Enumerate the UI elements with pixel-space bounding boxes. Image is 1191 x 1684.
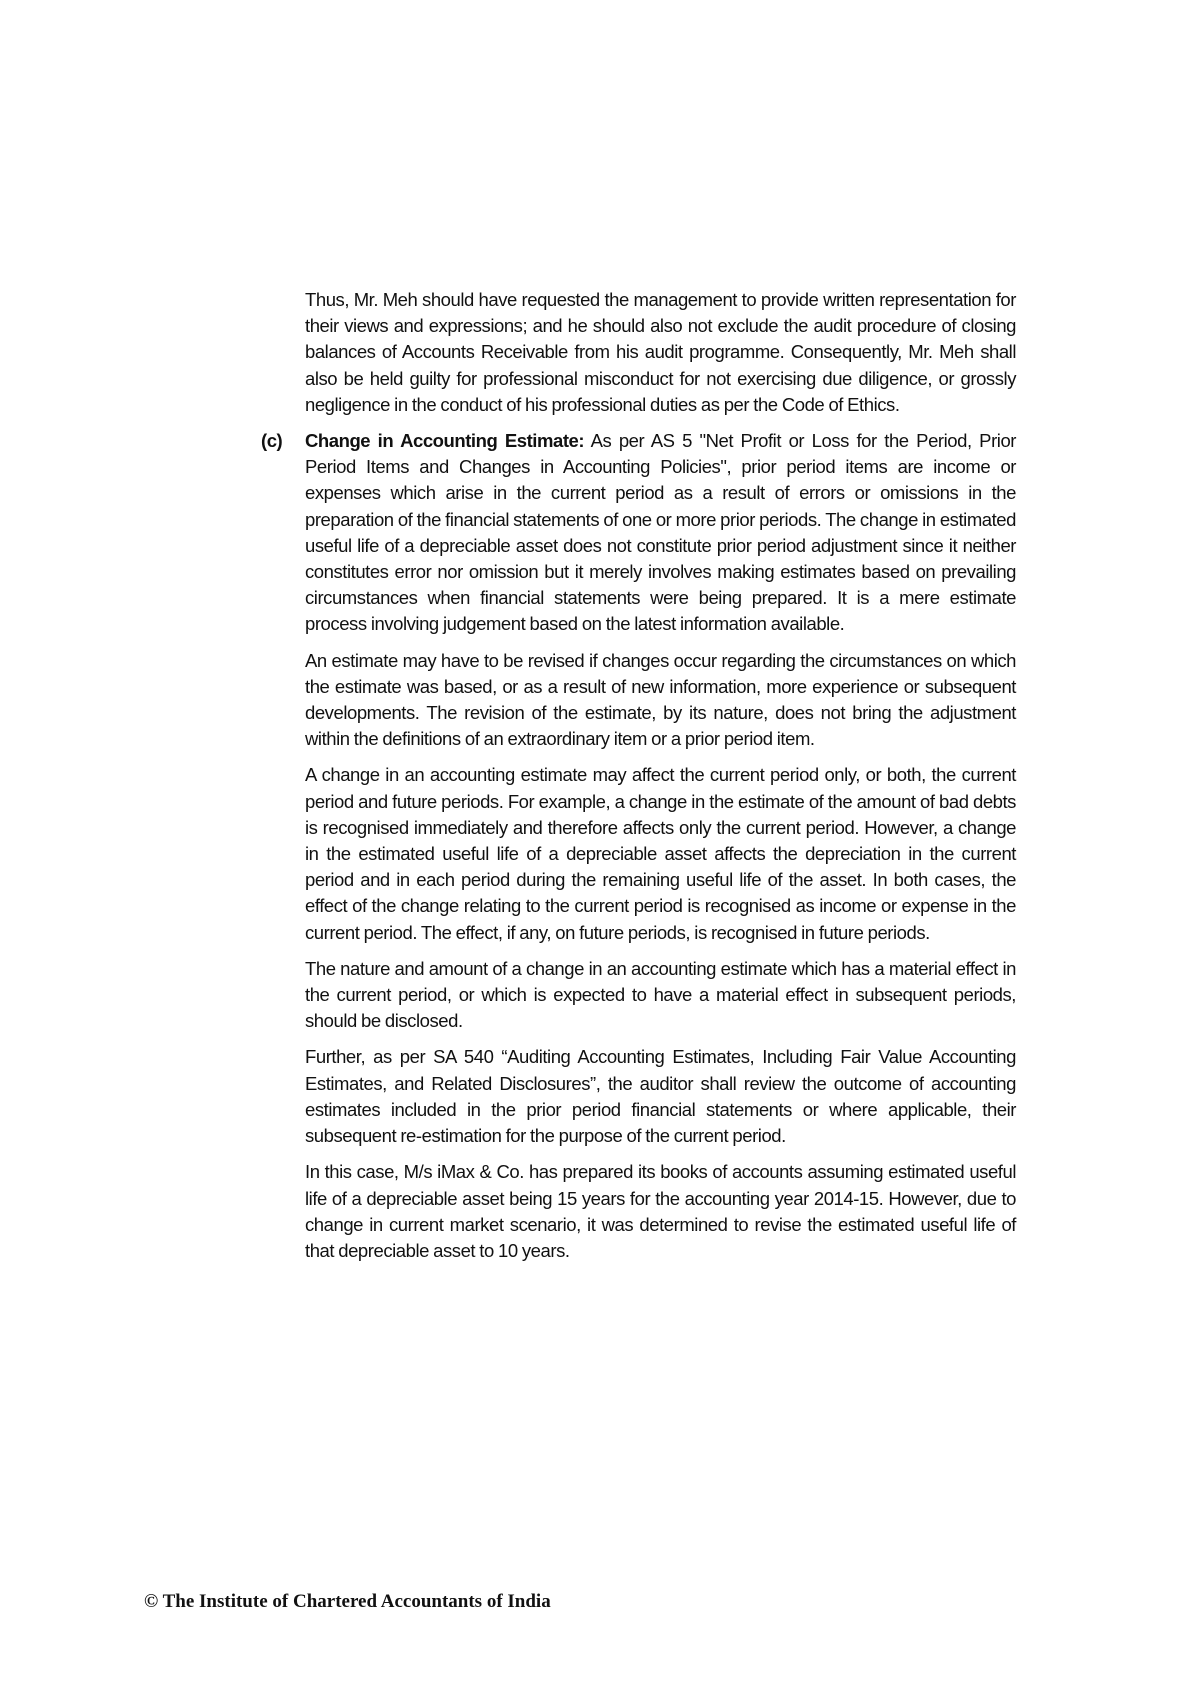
section-c-paragraph: In this case, M/s iMax & Co. has prepared its books of accounts assuming estimated useful life of a depreciable asset being 15 years for the accounting year 2014-15. However, due to change in current market scenario, it was determined to revise the estimated useful life of that depreciable asset to 10 years. [305,1161,1016,1261]
section-c-first-paragraph-body: As per AS 5 "Net Profit or Loss for the Period, Prior Period Items and Changes in Accounting Policies", prior period items are income or expenses which arise in the current period as a result of errors or omissions in the preparation of the financial statements of one or more prior periods. The change in estimated useful life of a depreciable asset does not constitute prior period adjustment since it neither constitutes error nor omission but it merely involves making estimates based on prevailing circumstances when financial statements were being prepared. It is a mere estimate process involving judgement based on the latest information available. [305,430,1016,635]
section-c-paragraph: A change in an accounting estimate may affect the current period only, or both, the current period and future periods. For example, a change in the estimate of the amount of bad debts is recognised immediately and therefore affects only the current period. However, a change in the estimated useful life of a depreciable asset affects the depreciation in the current period and in each period during the remaining useful life of the asset. In both cases, the effect of the change relating to the current period is recognised as income or expense in the current period. The effect, if any, on future periods, is recognised in future periods. [305,764,1016,943]
intro-paragraph: Thus, Mr. Meh should have requested the management to provide written representation for their views and expressions; and he should also not exclude the audit procedure of closing balances of Accounts Receivable from his audit programme. Consequently, Mr. Meh shall also be held guilty for professional misconduct for not exercising due diligence, or grossly negligence in the conduct of his professional duties as per the Code of Ethics. [305,289,1016,415]
section-label: (c) [261,430,283,452]
section-c-paragraph: An estimate may have to be revised if changes occur regarding the circumstances on which the estimate was based, or as a result of new information, more experience or subsequent developments. The revision of the estimate, by its nature, does not bring the adjustment within the definitions of an extraordinary item or a prior period item. [305,649,1016,750]
document-body [261,287,1016,1274]
section-c [261,428,1016,1264]
page-footer: © The Institute of Chartered Accountants of India [144,1591,551,1612]
section-heading: Change in Accounting Estimate: [305,430,585,452]
section-c-first-paragraph [261,428,1016,638]
section-c-paragraph: Further, as per SA 540 “Auditing Accounting Estimates, Including Fair Value Accounting Estimates, and Related Disclosures”, the auditor shall review the outcome of accounting estimates included in the prior period financial statements or where applicable, their subsequent re-estimation for the purpose of the current period. [305,1046,1016,1147]
section-c-paragraph: The nature and amount of a change in an accounting estimate which has a material effect in the current period, or which is expected to have a material effect in subsequent periods, should be disclosed. [305,957,1016,1032]
